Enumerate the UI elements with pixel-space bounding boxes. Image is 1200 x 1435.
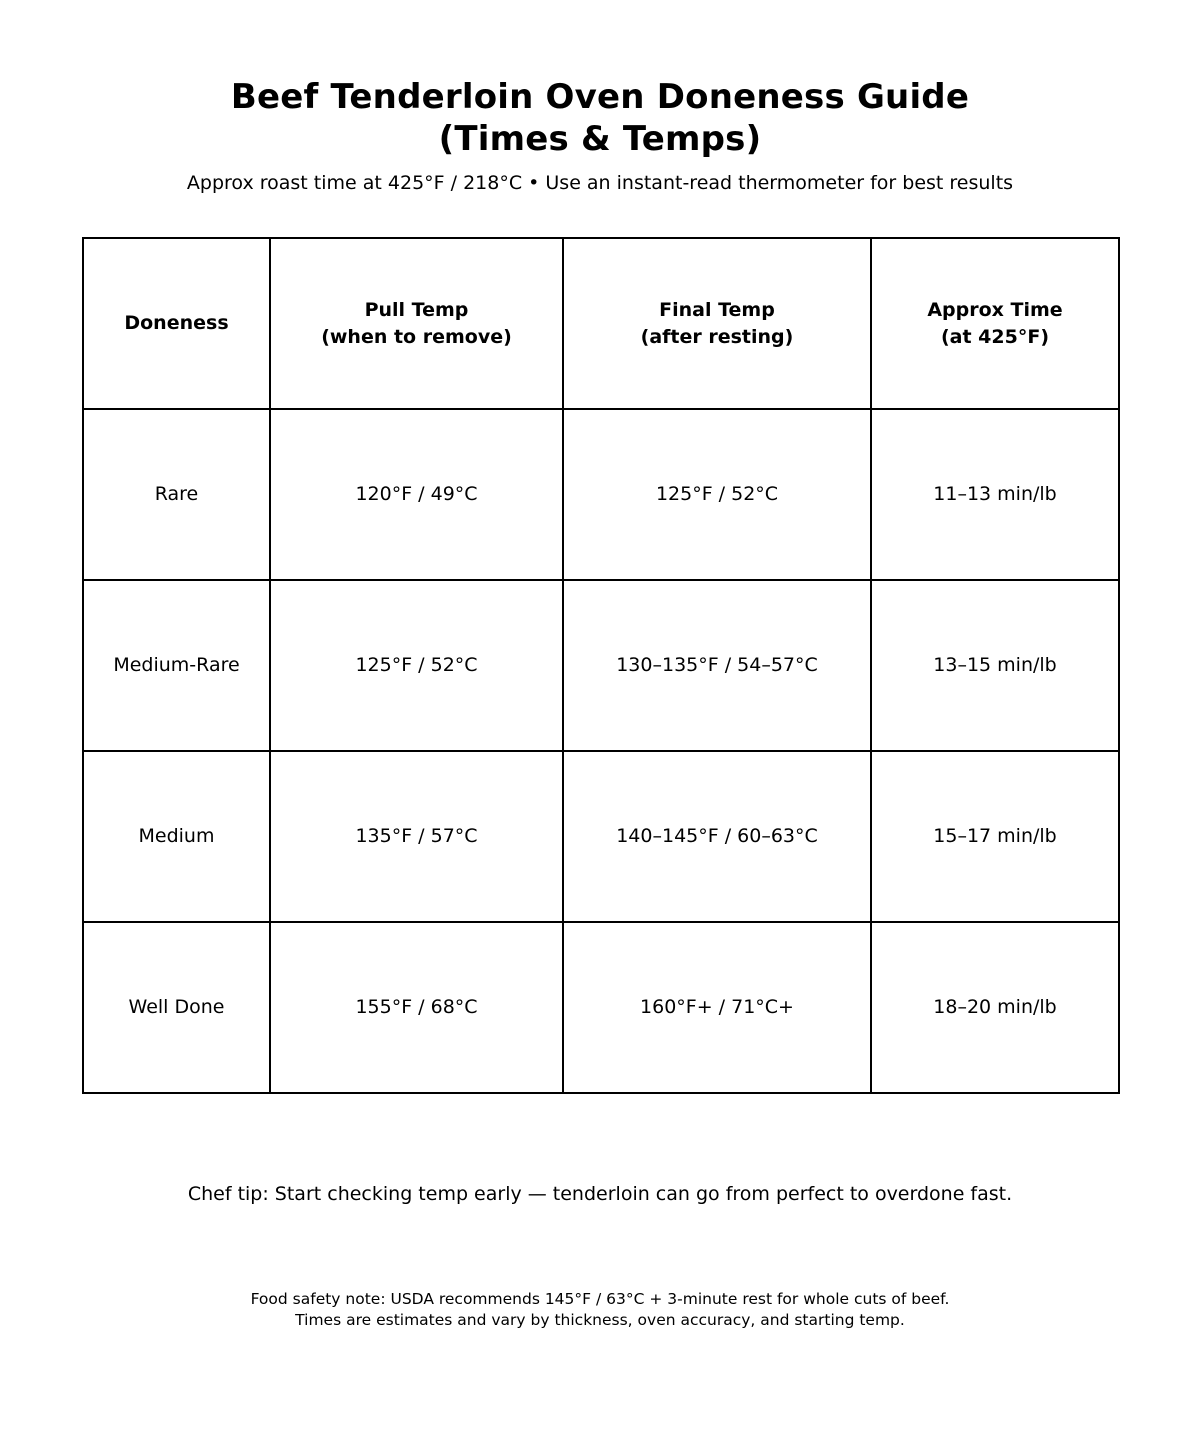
cell-final-temp: 140–145°F / 60–63°C	[563, 751, 871, 922]
cell-pull-temp: 120°F / 49°C	[270, 409, 563, 580]
column-header-final-temp	[563, 238, 871, 409]
cell-pull-temp: 135°F / 57°C	[270, 751, 563, 922]
header-line: (at 425°F)	[940, 325, 1050, 348]
page-title	[0, 76, 1200, 160]
food-safety-note-line-2: Times are estimates and vary by thickness, oven accuracy, and starting temp.	[295, 1311, 905, 1329]
cell-final-temp: 125°F / 52°C	[563, 409, 871, 580]
cell-doneness: Medium-Rare	[83, 580, 270, 751]
cell-doneness: Well Done	[83, 922, 270, 1093]
table-row	[83, 580, 1119, 751]
chef-tip-text: Chef tip: Start checking temp early — tenderloin can go from perfect to overdone fast.	[187, 1183, 1013, 1205]
page-subtitle: Approx roast time at 425°F / 218°C • Use an instant-read thermometer for best results	[186, 172, 1014, 194]
cell-pull-temp: 155°F / 68°C	[270, 922, 563, 1093]
cell-final-temp: 160°F+ / 71°C+	[563, 922, 871, 1093]
page-title-line-2: (Times & Temps)	[438, 119, 762, 159]
page-title-line-1: Beef Tenderloin Oven Doneness Guide	[230, 77, 970, 117]
header-line: Approx Time	[927, 298, 1063, 321]
cell-approx-time: 13–15 min/lb	[871, 580, 1119, 751]
table-header-row	[83, 238, 1119, 409]
header-line: (when to remove)	[321, 325, 512, 348]
table-row	[83, 751, 1119, 922]
column-header-pull-temp	[270, 238, 563, 409]
cell-final-temp: 130–135°F / 54–57°C	[563, 580, 871, 751]
doneness-table	[82, 237, 1120, 1094]
cell-approx-time: 15–17 min/lb	[871, 751, 1119, 922]
cell-doneness: Rare	[83, 409, 270, 580]
food-safety-note	[0, 1289, 1200, 1331]
food-safety-note-line-1: Food safety note: USDA recommends 145°F / 63°C + 3-minute rest for whole cuts of beef.	[250, 1290, 950, 1308]
cell-approx-time: 18–20 min/lb	[871, 922, 1119, 1093]
header-line: Doneness	[124, 312, 229, 334]
table-row	[83, 409, 1119, 580]
table-row	[83, 922, 1119, 1093]
header-line: (after resting)	[640, 325, 794, 348]
header-line: Final Temp	[659, 298, 775, 321]
cell-approx-time: 11–13 min/lb	[871, 409, 1119, 580]
header-line: Pull Temp	[364, 298, 469, 321]
column-header-doneness	[83, 238, 270, 409]
cell-doneness: Medium	[83, 751, 270, 922]
cell-pull-temp: 125°F / 52°C	[270, 580, 563, 751]
column-header-approx-time	[871, 238, 1119, 409]
